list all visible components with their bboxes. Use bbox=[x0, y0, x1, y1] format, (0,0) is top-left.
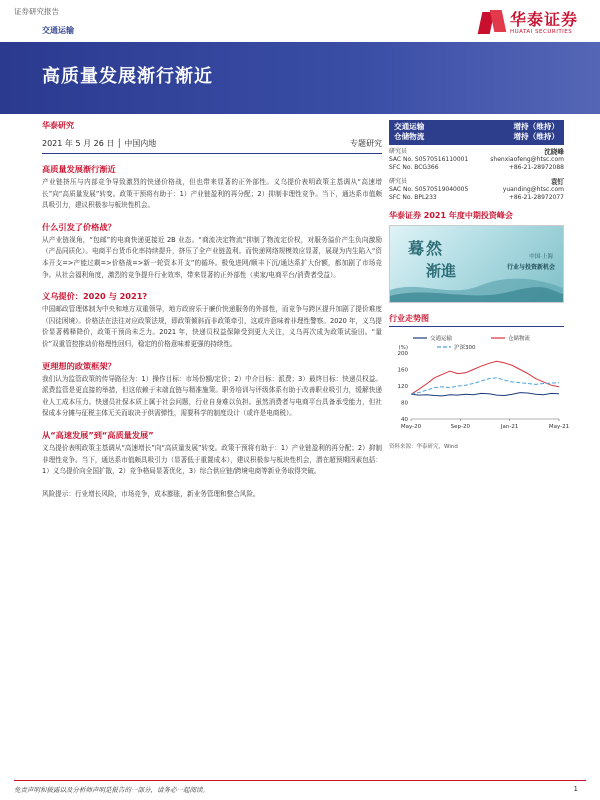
series-line-沪深300 bbox=[411, 378, 559, 395]
category-label: 交通运输 bbox=[42, 26, 74, 35]
analyst-phone: +86-21-28972088 bbox=[508, 164, 564, 171]
analyst-sfc: SFC No. BPL233 bbox=[389, 194, 437, 201]
logo-en-text: HUATAI SECURITIES bbox=[509, 28, 573, 35]
main-content bbox=[42, 120, 382, 498]
y-tick-label: 120 bbox=[397, 384, 408, 390]
sidebar bbox=[389, 120, 570, 450]
firm-name: 华泰研究 bbox=[42, 121, 74, 130]
rating-value: 增持（维持） bbox=[513, 122, 559, 131]
section-title: 什么引发了价格战？ bbox=[42, 221, 116, 232]
conference-calligraphy: 渐進 bbox=[426, 262, 457, 280]
trend-title: 行业走势图 bbox=[389, 313, 564, 327]
rating-sector: 交通运输 bbox=[394, 122, 425, 131]
section-text: 产业链挤压与内部竞争导致激烈的快递价格战，但也带来显著的正外部性。义乌提价表明政策主基调从“高速增长”向“高质量发展”转变。政策干预将有助于：1）产业链盈利的再分配；2）抑制非理性竞争。当下，通达系市值颇具吸引力，建议积极参与板块性机会。 bbox=[42, 178, 382, 210]
section-1 bbox=[42, 164, 382, 212]
section-text: 从产业链视角，“包邮”的电商快递更接近 2B 业态。“商流决定物流”抑制了物流定价权，对服务溢价产生负向激励（产品同质化）。电商平台货币化率持续提升，挤压了全产业链盈利。而快递网络规模效应显著，展现为内生陷入“资本开支=>产能过剩=>价格战=>新一轮资本开支”的循环。极兔进网/顺丰下沉/通达系扩大份额，都加剧了市场竞争。从社会福利角度，激烈的竞争提升行业效率，带来显著的正外部性（卖家/电商平台/消费者受益）。 bbox=[42, 235, 382, 279]
analyst-card bbox=[389, 148, 564, 202]
section-5 bbox=[42, 430, 382, 478]
logo-cn-text: 华泰证券 bbox=[509, 10, 578, 30]
report-type-label: 证券研究报告 bbox=[14, 7, 59, 16]
section-text: 中国邮政管理体制为中央和地方双重领导，地方政府乐于廉价快递服务的外部性，而竞争与跨区提升加剧了提价难度（囚徒困境）。价格法在法往对应政策法规，即政策倾斜而非政策牵引，这或许意味着非理性警察。2020 年，义乌提价显著稀释降价，政策干预尚未乏力。2021 年，快递员权益保障受到更大关注，义乌再次成为政策试验田。“量价”双重管控推动价格理性回归，稳定的价格意味着更强的持续性。 bbox=[42, 305, 382, 348]
section-title: 更理想的政策框架？ bbox=[42, 360, 116, 371]
y-tick-label: (%) bbox=[398, 345, 408, 351]
meta-divider bbox=[42, 153, 382, 154]
section-3 bbox=[42, 291, 382, 350]
analyst-sac: SAC No. S0570516110001 bbox=[389, 156, 469, 163]
legend-label: 交通运输 bbox=[430, 336, 453, 342]
y-tick-label: 160 bbox=[397, 367, 408, 374]
disclaimer: 免责声明和披露以及分析师声明是报告的一部分，请务必一起阅读。 bbox=[14, 786, 209, 794]
y-tick-label: 200 bbox=[397, 351, 408, 357]
section-title: 从“高速发展”到“高质量发展” bbox=[42, 429, 154, 440]
risk-notice: 风险提示：行业增长风险，市场竞争，成本膨胀，新业务管理和整合风险。 bbox=[42, 489, 260, 498]
wave-decoration-icon bbox=[390, 272, 563, 302]
rating-row bbox=[394, 132, 559, 142]
logo-mark-icon bbox=[480, 10, 504, 36]
x-tick-label: May-21 bbox=[548, 424, 570, 430]
y-tick-label: 40 bbox=[401, 417, 408, 423]
rating-row bbox=[394, 122, 559, 132]
trend-chart bbox=[389, 331, 570, 440]
y-tick-label: 80 bbox=[401, 400, 408, 407]
legend-label: 沪深300 bbox=[454, 345, 476, 351]
conference-location: 中国·上海 bbox=[529, 254, 553, 260]
analyst-phone: +86-21-28972077 bbox=[508, 194, 564, 201]
conference-title: 华泰证券 2021 年度中期投资峰会 bbox=[389, 211, 513, 220]
brand-logo bbox=[480, 10, 578, 36]
section-title: 高质量发展渐行渐近 bbox=[42, 164, 116, 174]
section-text: 我们认为监管政策的传导路径为：1）操作目标：市场份额/定价；2）中介目标：派费；3）最终目标：快递员权益。派费监管是更直接的举措，但这依赖于末端直链与精准施策。职务培训与评级体系有助于改善职业吸引力，缓解快递业人工成本压力。快递员社保本质上属于社会问题，行业自身难以负担。虽然消费者与电商平台具备承受能力，但社保成本分摊与征税主体无关而取决于供需弹性，需要科学的制度设计（或许是电商税）。 bbox=[42, 374, 382, 418]
x-tick-label: Jan-21 bbox=[500, 424, 519, 430]
rating-sector: 仓储物流 bbox=[394, 132, 425, 141]
chart-source: 资料来源：华泰研究，Wind bbox=[389, 444, 458, 450]
report-date: 2021 年 5 月 26 日 │ 中国内地 bbox=[42, 139, 157, 148]
page-number: 1 bbox=[573, 785, 578, 793]
analyst-name: 沈晓峰 bbox=[544, 148, 564, 156]
analyst-sfc: SFC No. BCG366 bbox=[389, 164, 439, 171]
title-banner bbox=[0, 42, 600, 114]
analyst-email[interactable]: yuanding@htsc.com bbox=[502, 186, 564, 193]
legend-label: 仓储物流 bbox=[508, 336, 531, 342]
footer-divider bbox=[14, 780, 586, 781]
conference-calligraphy: 蓦然 bbox=[408, 239, 445, 258]
rating-value: 增持（维持） bbox=[513, 132, 559, 141]
analyst-role: 研究员 bbox=[389, 178, 408, 185]
x-tick-label: May-20 bbox=[400, 424, 422, 430]
trend-chart-svg bbox=[389, 331, 570, 436]
analyst-email[interactable]: shenxiaofeng@htsc.com bbox=[490, 156, 564, 163]
series-line-交通运输 bbox=[411, 393, 559, 396]
analyst-name: 袁钉 bbox=[550, 178, 564, 186]
section-4 bbox=[42, 361, 382, 420]
analyst-sac: SAC No. S0570519040005 bbox=[389, 186, 469, 193]
report-meta bbox=[42, 138, 382, 149]
analyst-role: 研究员 bbox=[389, 148, 408, 155]
section-2 bbox=[42, 222, 382, 281]
conference-subtitle: 行业与投资新机会 bbox=[506, 264, 555, 271]
section-text: 义乌提价表明政策主基调从“高速增长”向“高质量发展”转变。政策干预将有助于：1）产业链盈利的再分配；2）抑制非理性竞争。当下，通达系市值颇具吸引力（显著低于重置成本），建议积极参与板块性机会，潜在超预期因素包括：1）义乌提价向全国扩散，2）竞争格局显著优化，3）综合供应链/跨境电商等新业务取得突破。 bbox=[42, 443, 382, 476]
rating-box bbox=[389, 120, 564, 145]
x-tick-label: Sep-20 bbox=[450, 424, 471, 430]
series-line-仓储物流 bbox=[411, 361, 559, 394]
page-title: 高质量发展渐行渐近 bbox=[42, 66, 213, 87]
section-title: 义乌提价：2020 与 2021? bbox=[42, 291, 148, 302]
conference-banner-image[interactable] bbox=[389, 225, 564, 303]
report-type: 专题研究 bbox=[350, 139, 382, 148]
